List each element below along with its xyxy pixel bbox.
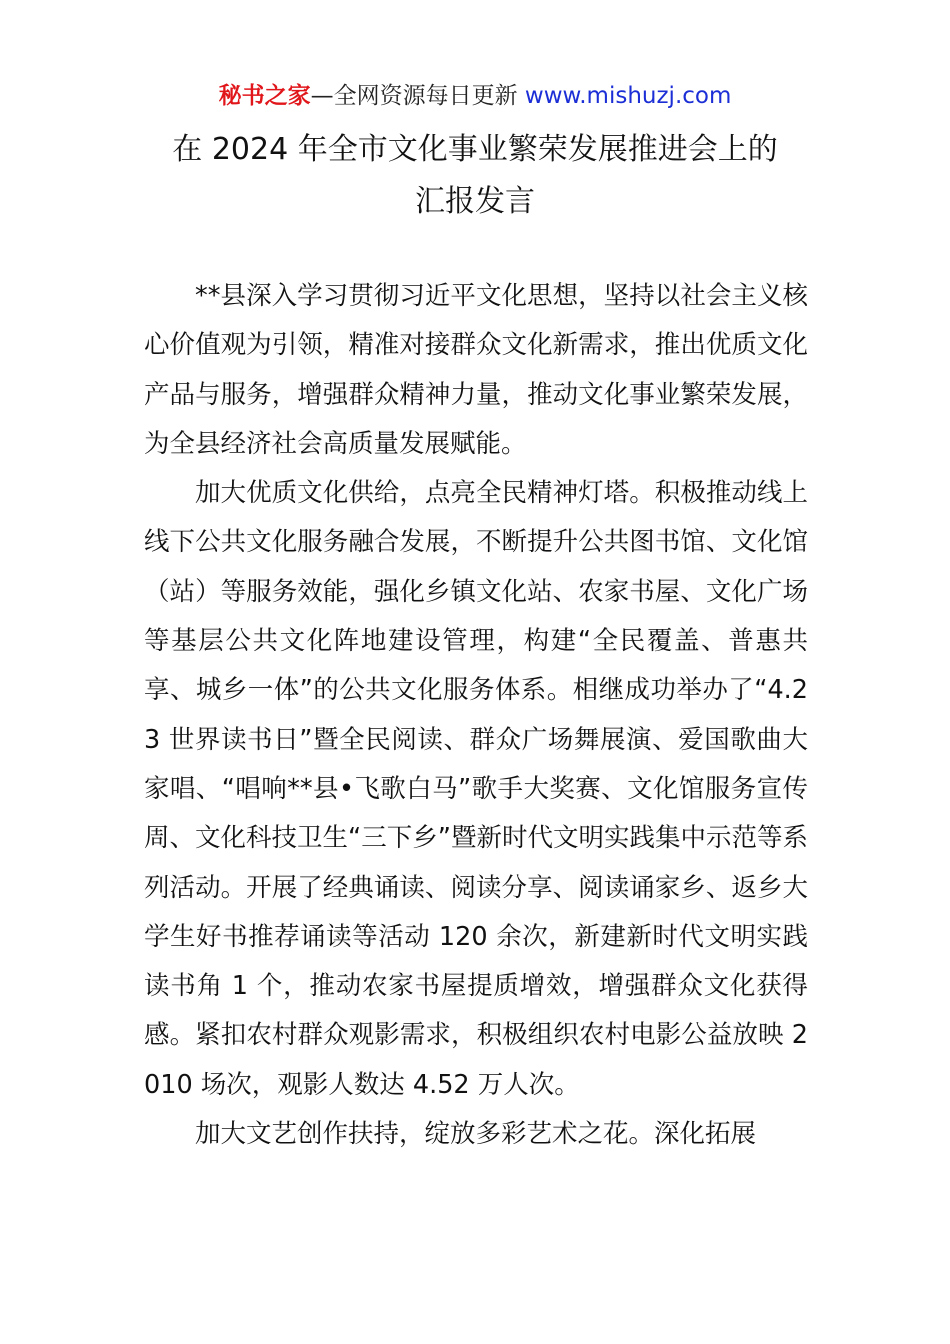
- title-line-1: 在 2024 年全市文化事业繁荣发展推进会上的: [172, 132, 778, 167]
- site-brand: 秘书之家: [218, 83, 311, 109]
- site-url-link[interactable]: www.mishuzj.com: [524, 83, 732, 109]
- site-header: [0, 80, 950, 112]
- document-body: [144, 272, 808, 1159]
- paragraph-culture-supply: 加大优质文化供给，点亮全民精神灯塔。积极推动线上线下公共文化服务融合发展，不断提升公共图书馆、文化馆（站）等服务效能，强化乡镇文化站、农家书屋、文化广场等基层公共文化阵地建设管理，构建“全民覆盖、普惠共享、城乡一体”的公共文化服务体系。相继成功举办了“4.23 世界读书日”暨全民阅读、群众广场舞展演、爱国歌曲大家唱、“唱响**县•飞歌白马”歌手大奖赛、文化馆服务宣传周、文化科技卫生“三下乡”暨新时代文明实践集中示范等系列活动。开展了经典诵读、阅读分享、阅读诵家乡、返乡大学生好书推荐诵读等活动 120 余次，新建新时代文明实践读书角 1 个，推动农家书屋提质增效，增强群众文化获得感。紧扣农村群众观影需求，积极组织农村电影公益放映 2010 场次，观影人数达 4.52 万人次。: [144, 478, 808, 1100]
- title-line-2: 汇报发言: [415, 184, 535, 219]
- site-tagline: —全网资源每日更新: [310, 83, 525, 109]
- paragraph-arts-creation: 加大文艺创作扶持，绽放多彩艺术之花。深化拓展: [195, 1119, 757, 1150]
- document-title: [0, 124, 950, 228]
- paragraph-intro: **县深入学习贯彻习近平文化思想，坚持以社会主义核心价值观为引领，精准对接群众文化新需求，推出优质文化产品与服务，增强群众精神力量，推动文化事业繁荣发展，为全县经济社会高质量发展赋能。: [144, 281, 808, 459]
